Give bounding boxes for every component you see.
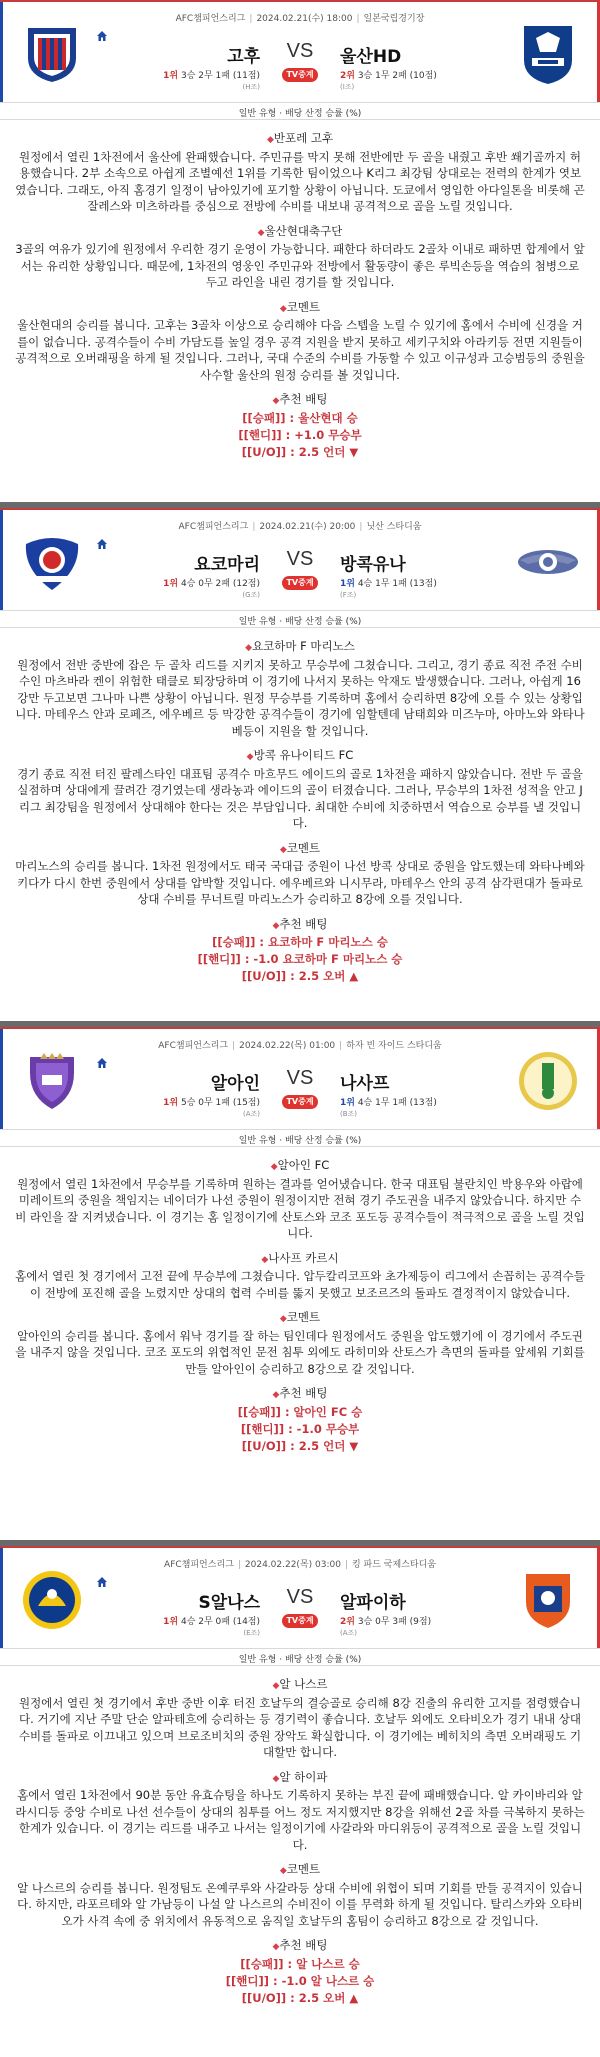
- section-paragraph: 알 나스르의 승리를 봅니다. 원정팀도 온예쿠루와 사갈라등 상대 수비에 위협이 되며 기회를 만들 공격지이 있습니다. 하지만, 라포르테와 알 가남등이 나설 알 나스르의 수비진이 이를 무력화 하게 될 것입니다. 탈리스카와 오타비오가 사격 속에 중 위치에서 유동적으로 움직일 호날두의 홈팀이 승리하고 8강으로 갈 것입니다.: [17, 1880, 583, 1928]
- section-title: [14, 840, 586, 859]
- diamond-icon: ◆: [245, 643, 253, 653]
- section-title-text: 알 하이파: [279, 1769, 328, 1784]
- versus-label: VS: [286, 548, 314, 570]
- away-team-logo: [516, 1568, 580, 1632]
- diamond-icon: ◆: [266, 135, 274, 145]
- pick-label: [[핸디]]: [197, 952, 241, 966]
- pick-row: [14, 934, 586, 951]
- away-team-group: (B조): [340, 1110, 358, 1118]
- diamond-icon: ◆: [272, 920, 280, 931]
- section-title: [14, 638, 586, 657]
- section-title: [14, 130, 586, 149]
- pick-label: [[승패]]: [240, 1956, 284, 1971]
- home-team-group: (H조): [242, 83, 260, 91]
- section-paragraph: 알아인의 승리를 봅니다. 홈에서 워낙 경기를 잘 하는 팀인데다 원정에서도 중원을 압도했기에 이 경기에서 주도권을 내주지 않을 것입니다. 코조 포도의 위협적인 문전 침투 외에도 라히미와 산토스가 측면의 돌파를 앞세워 기회를 만들 알아인이 승리하고 8강으로 갈 것입니다.: [15, 1328, 585, 1376]
- away-team-stats: 4승 1무 1패 (13점): [354, 579, 437, 589]
- away-team-stats: 3승 1무 2패 (10점): [354, 71, 437, 81]
- home-team-name: 알아인: [210, 1074, 260, 1094]
- pick-label: [[승패]]: [212, 935, 256, 949]
- diamond-icon: ◆: [272, 1681, 280, 1691]
- match-header: [0, 1027, 600, 1127]
- pick-label: [[핸디]]: [240, 1421, 285, 1436]
- section-paragraph: 원정에서 열린 1차전에서 무승부를 기록하며 원하는 결과를 얻어냈습니다. 한국 대표팀 불란치인 박용우와 아랍에미레이트의 중원을 책임지는 네이더가 나선 중원이 원정이지만 전혀 경기 주도권을 내주지 않았습니다. 하지만 수비 라인을 잘 지켜냈습니다. 이 경기는 홈 일정이기에 산토스와 코조 포도등 공격수들이 적극적으로 골을 노릴 것입니다.: [15, 1176, 585, 1240]
- home-icon: [96, 1057, 108, 1069]
- section-paragraph: 홈에서 열린 1차전에서 90분 동안 유효슈팅을 하나도 기록하지 못하는 부진 끝에 패배했습니다. 알 카이바리와 알라시디등 중앙 수비로 나선 선수들이 상대의 침투를 어느 정도 저지했지만 8강을 위해선 2골 차를 극복하지 못하는 한계가 있습니다. 이 경기는 리드를 내주고 나서는 일정이기에 사갈라와 마디위등이 공격적으로 골을 노릴 것입니다.: [15, 1788, 585, 1852]
- picks-title: [14, 916, 586, 935]
- pick-value: : 알아인 FC 승: [280, 1404, 363, 1419]
- home-team-logo: [20, 530, 84, 594]
- away-team-group: (F조): [340, 591, 357, 599]
- diamond-icon: ◆: [272, 396, 280, 406]
- tv-broadcast-button[interactable]: TV중계: [282, 1614, 318, 1628]
- home-icon: [96, 538, 108, 550]
- pick-label: [[핸디]]: [238, 427, 282, 442]
- home-team-stats: 5승 0무 1패 (15점): [178, 1098, 260, 1108]
- section-title-text: 알아인 FC: [277, 1158, 330, 1172]
- pick-row: [14, 427, 586, 444]
- home-team-logo: [20, 1568, 84, 1632]
- home-team-name: S알나스: [198, 1593, 260, 1613]
- pick-label: [[승패]]: [242, 410, 286, 425]
- away-team-logo: [516, 1049, 580, 1113]
- section-title: [14, 1250, 586, 1269]
- pick-value: : -1.0 요코하마 F 마리노스 승: [240, 952, 403, 966]
- pick-value: : 2.5 언더 ▼: [286, 444, 359, 459]
- section-paragraph: 홈에서 열린 첫 경기에서 고전 끝에 무승부에 그쳤습니다. 압두칼리코프와 초가제등이 리그에서 손꼽히는 공격수들이 전방에 포진해 골을 노렸지만 상대의 협력 수비를 뚫지 못했고 보조르즈의 돌파도 결정적이지 않았습니다.: [15, 1269, 585, 1300]
- home-team-record: [110, 68, 260, 81]
- pick-row: [14, 1438, 586, 1455]
- section-title-text: 방콕 유나이티드 FC: [253, 748, 354, 762]
- home-team-stats: 4승 2무 0패 (14점): [178, 1617, 260, 1627]
- pick-label: [[U/O]]: [241, 1990, 287, 2005]
- home-icon: [96, 1576, 108, 1588]
- away-team-name: 알파이하: [340, 1593, 406, 1613]
- league-name: AFC챔피언스리그: [158, 1041, 229, 1051]
- pick-row: [14, 951, 586, 968]
- divider: [0, 1129, 600, 1130]
- pick-value: : 알 나스르 승: [283, 1956, 360, 1971]
- pick-value: : +1.0 무승부: [281, 427, 362, 442]
- odds-legend: 일반 유형 · 배당 산정 승률 (%): [238, 1136, 362, 1146]
- match-meta: [0, 11, 600, 24]
- home-team-group: (E조): [243, 1629, 260, 1637]
- pick-label: [[U/O]]: [241, 969, 287, 983]
- home-team-stats: 4승 0무 2패 (12점): [178, 579, 260, 589]
- section-paragraph: 원정에서 전반 중반에 잡은 두 골차 리드를 지키지 못하고 무승부에 그쳤습니다. 그리고, 경기 종료 직전 주전 수비수인 마츠바라 켄이 위험한 태클로 퇴장당하며 이 경기에 나서지 못하는 악재도 발생했습니다. 그러나, 아쉽게 16강만 두고보면 그나마 나쁜 상황이 아닙니다. 원정 무승부를 기록하며 홈에서 승리하면 8강에 오를 수 있는 상황입니다. 마테우스 안과 로페즈, 에우베르 등 막강한 공격수들이 경기에 임할텐데 남태희와 미즈누마, 아마노와 와타나베등이 지원을 할 것입니다.: [15, 657, 585, 738]
- pick-label: [[U/O]]: [241, 1438, 287, 1453]
- away-team-record: [340, 1095, 500, 1108]
- away-team-rank: 1위: [340, 1098, 355, 1108]
- home-team-logo: [20, 22, 84, 86]
- match-datetime: 2024.02.22(목) 01:00: [239, 1041, 336, 1051]
- pick-value: : 울산현대 승: [285, 410, 358, 425]
- pick-value: : -1.0 무승부: [284, 1421, 360, 1436]
- pick-label: [[U/O]]: [241, 444, 287, 459]
- match-datetime: 2024.02.22(목) 03:00: [244, 1560, 341, 1570]
- diamond-icon: ◆: [270, 1162, 278, 1172]
- diamond-icon: ◆: [272, 1390, 280, 1400]
- versus-label: VS: [286, 40, 314, 62]
- pick-value: : 요코하마 F 마리노스 승: [255, 935, 388, 949]
- picks-title-text: 추천 배팅: [279, 916, 328, 931]
- section-title-text: 코멘트: [286, 1310, 321, 1324]
- match-card: [0, 508, 600, 1021]
- league-name: AFC챔피언스리그: [175, 14, 246, 24]
- picks-title-text: 추천 배팅: [279, 1386, 328, 1400]
- home-team-group: (A조): [242, 1110, 260, 1118]
- home-team-group: (G조): [242, 591, 260, 599]
- section-title: [14, 1676, 586, 1695]
- match-datetime: 2024.02.21(수) 20:00: [259, 522, 356, 532]
- pick-row: [14, 968, 586, 985]
- away-team-group: (I조): [340, 83, 355, 91]
- home-team-rank: 1위: [163, 1617, 179, 1627]
- section-title-text: 반포레 고후: [273, 131, 334, 145]
- match-card: [0, 1027, 600, 1540]
- match-venue: 하자 빈 자이드 스타디움: [346, 1041, 442, 1051]
- diamond-icon: ◆: [257, 227, 265, 238]
- section-paragraph: 울산현대의 승리를 봅니다. 고후는 3골차 이상으로 승리해야 다음 스텝을 노릴 수 있기에 홈에서 수비에 신경을 거를이 없습니다. 공격수들이 수비 가담도를 높일 경우 공격 지원을 받지 못하고 세키구치와 아라키등 전면 지원들이 공격적으로 오버래핑을 하게 될 것입니다. 그러나, 국대 수준의 수비를 가동할 수 있고 이규성과 고승범등의 중원을 사수할 울산의 원정 승리를 볼 것입니다.: [15, 318, 585, 382]
- away-team-rank: 2위: [340, 1617, 355, 1627]
- tv-broadcast-button[interactable]: TV중계: [282, 576, 318, 590]
- meta-divider: |: [232, 1041, 236, 1051]
- diamond-icon: ◆: [279, 844, 287, 855]
- match-meta: [0, 1038, 600, 1051]
- match-meta: [0, 519, 600, 532]
- section-paragraph: 원정에서 열린 1차전에서 울산에 완패했습니다. 주민규를 막지 못해 전반에만 두 골을 내줬고 후반 쐐기골까지 허용했습니다. 2부 소속으로 아쉽게 조별예선 1위를 기록한 팀이었으나 K리그 최강팀 상대로는 전력의 한계가 엿보였습니다. 그래도, 아직 홈경기 일정이 남아있기에 포기할 상황이 아닙니다. 도쿄에서 영입한 아다일톤을 비롯해 곤잘레스와 미츠하라를 중심으로 전방에 수비를 내보내 공격적으로 골을 노릴 것입니다.: [15, 149, 585, 213]
- picks-title: [14, 1385, 586, 1404]
- match-venue: 일본국립경기장: [363, 14, 425, 24]
- divider: [0, 102, 600, 103]
- odds-legend: 일반 유형 · 배당 산정 승률 (%): [238, 617, 362, 627]
- meta-divider: |: [339, 1041, 343, 1051]
- section-title-text: 울산현대축구단: [264, 223, 343, 238]
- section-title-text: 나사프 카르시: [268, 1250, 339, 1265]
- match-analysis: [0, 1157, 600, 1455]
- away-team-rank: 1위: [340, 579, 355, 589]
- section-title-text: 요코하마 F 마리노스: [252, 639, 355, 653]
- meta-divider: |: [237, 1560, 241, 1570]
- meta-divider: |: [252, 522, 256, 532]
- diamond-icon: ◆: [279, 1866, 287, 1876]
- home-team-name: 요코마리: [194, 555, 260, 575]
- home-team-rank: 1위: [163, 71, 179, 81]
- picks-title-text: 추천 배팅: [279, 392, 328, 406]
- pick-value: : 2.5 오버 ▲: [286, 1990, 359, 2005]
- home-team-rank: 1위: [163, 1098, 179, 1108]
- picks-title-text: 추천 배팅: [279, 1938, 328, 1952]
- tv-broadcast-button[interactable]: TV중계: [282, 1095, 318, 1109]
- divider: [0, 627, 600, 628]
- section-title: [14, 1309, 586, 1328]
- match-header: [0, 0, 600, 100]
- home-team-record: [110, 1614, 260, 1627]
- diamond-icon: ◆: [261, 1254, 269, 1265]
- pick-row: [14, 1990, 586, 2007]
- picks-title: [14, 391, 586, 410]
- divider: [0, 1146, 600, 1147]
- home-team-rank: 1위: [163, 579, 179, 589]
- match-card: [0, 1546, 600, 2057]
- divider: [0, 119, 600, 120]
- odds-legend: 일반 유형 · 배당 산정 승률 (%): [238, 109, 362, 119]
- meta-divider: |: [249, 14, 253, 24]
- home-team-name: 고후: [227, 47, 260, 67]
- versus-label: VS: [286, 1586, 314, 1608]
- section-title-text: 코멘트: [286, 1862, 321, 1876]
- pick-row: [14, 1973, 586, 1990]
- away-team-stats: 3승 0무 3패 (9점): [354, 1617, 432, 1627]
- away-team-name: 울산HD: [340, 47, 402, 67]
- away-team-group: (A조): [340, 1629, 358, 1637]
- match-datetime: 2024.02.21(수) 18:00: [256, 14, 353, 24]
- picks-title: [14, 1937, 586, 1956]
- divider: [0, 610, 600, 611]
- diamond-icon: ◆: [272, 1942, 280, 1952]
- meta-divider: |: [356, 14, 360, 24]
- divider: [0, 1648, 600, 1649]
- section-title: [14, 1157, 586, 1176]
- match-venue: 킹 파드 국제스타디움: [351, 1560, 436, 1570]
- section-title: [14, 1769, 586, 1788]
- away-team-logo: [516, 530, 580, 594]
- section-title: [14, 223, 586, 242]
- away-team-rank: 2위: [340, 71, 355, 81]
- match-analysis: [0, 638, 600, 985]
- section-title-text: 알 나스르: [279, 1677, 328, 1691]
- diamond-icon: ◆: [246, 752, 254, 762]
- divider: [0, 1665, 600, 1666]
- section-title: [14, 1861, 586, 1880]
- pick-row: [14, 1956, 586, 1973]
- match-card: [0, 0, 600, 502]
- section-paragraph: 3골의 여유가 있기에 원정에서 우리한 경기 운영이 가능합니다. 패한다 하더라도 2골차 이내로 패하면 합계에서 앞서는 유리한 상황입니다. 때문에, 1차전의 영웅인 주민규와 전방에서 활동량이 좋은 루빅손등을 역습의 첨병으로 두고 라인을 내린 경기를 할 것입니다.: [15, 242, 585, 289]
- match-venue: 닛산 스타디움: [366, 522, 422, 532]
- tv-broadcast-button[interactable]: TV중계: [282, 68, 318, 82]
- match-header: [0, 1546, 600, 1646]
- section-paragraph: 마리노스의 승리를 봅니다. 1차전 원정에서도 태국 국대급 중원이 나선 방콕 상대로 중원을 압도했는데 와타나베와 키다가 다시 한번 중원에서 상대를 압박할 것입니다. 에우베르와 니시무라, 마테우스 안의 공격 삼각편대가 돌파로 상대 수비를 무너트릴 마리노스가 승리하고 8강에 오를 것입니다.: [15, 859, 585, 906]
- pick-value: : -1.0 알 나스르 승: [268, 1973, 375, 1988]
- pick-row: [14, 1404, 586, 1421]
- away-team-logo: [516, 22, 580, 86]
- away-team-name: 나사프: [340, 1074, 390, 1094]
- away-team-stats: 4승 1무 1패 (13점): [354, 1098, 437, 1108]
- away-team-record: [340, 68, 500, 81]
- home-team-logo: [20, 1049, 84, 1113]
- odds-legend: 일반 유형 · 배당 산정 승률 (%): [238, 1655, 362, 1665]
- meta-divider: |: [344, 1560, 348, 1570]
- match-meta: [0, 1557, 600, 1570]
- section-title: [14, 299, 586, 318]
- away-team-record: [340, 1614, 500, 1627]
- home-icon: [96, 30, 108, 42]
- match-analysis: [0, 130, 600, 461]
- diamond-icon: ◆: [272, 1773, 280, 1784]
- away-team-record: [340, 576, 500, 589]
- pick-row: [14, 1421, 586, 1438]
- section-title-text: 코멘트: [286, 299, 321, 314]
- diamond-icon: ◆: [279, 303, 287, 314]
- versus-label: VS: [286, 1067, 314, 1089]
- pick-label: [[핸디]]: [225, 1973, 269, 1988]
- pick-value: : 2.5 언더 ▼: [286, 1438, 359, 1453]
- league-name: AFC챔피언스리그: [164, 1560, 234, 1570]
- home-team-record: [110, 1095, 260, 1108]
- section-title: [14, 747, 586, 766]
- pick-label: [[승패]]: [237, 1404, 281, 1419]
- match-analysis: [0, 1676, 600, 2007]
- diamond-icon: ◆: [279, 1314, 287, 1324]
- section-paragraph: 원정에서 열린 첫 경기에서 후반 중반 이후 터진 호날두의 결승골로 승리해 8강 진출의 유리한 고지를 점령했습니다. 거기에 지난 주말 단순 알파테흐에 승리하는 등 경기력이 좋습니다. 호날두 외에도 오타비오가 경기 내내 상대 수비를 돌파로 이끄내고 있으며 브로조비치의 중원 장악도 확실합니다. 이 경기에는 베히치의 측면 오버래핑도 기대할만 합니다.: [18, 1695, 582, 1759]
- pick-value: : 2.5 오버 ▲: [286, 969, 359, 983]
- home-team-record: [110, 576, 260, 589]
- league-name: AFC챔피언스리그: [178, 522, 249, 532]
- pick-row: [14, 410, 586, 427]
- section-title-text: 코멘트: [286, 840, 321, 855]
- meta-divider: |: [359, 522, 363, 532]
- section-paragraph: 경기 종료 직전 터진 팔레스타인 대표팀 공격수 마흐무드 에이드의 골로 1차전을 패하지 않았습니다. 전반 두 골을 실점하며 상대에게 끌려간 경기였는데 생라농과 에이드의 골이 터졌습니다. 그러나, 무승부의 1차전 성적을 안고 J리그 최강팀을 원정에서 상대해야 한다는 것은 부담입니다. 최대한 수비에 치중하면서 역습으로 승부를 낼 것입니다.: [17, 766, 583, 830]
- home-team-stats: 3승 2무 1패 (11점): [178, 71, 260, 81]
- away-team-name: 방콕유나: [340, 555, 406, 575]
- pick-row: [14, 444, 586, 461]
- match-header: [0, 508, 600, 608]
